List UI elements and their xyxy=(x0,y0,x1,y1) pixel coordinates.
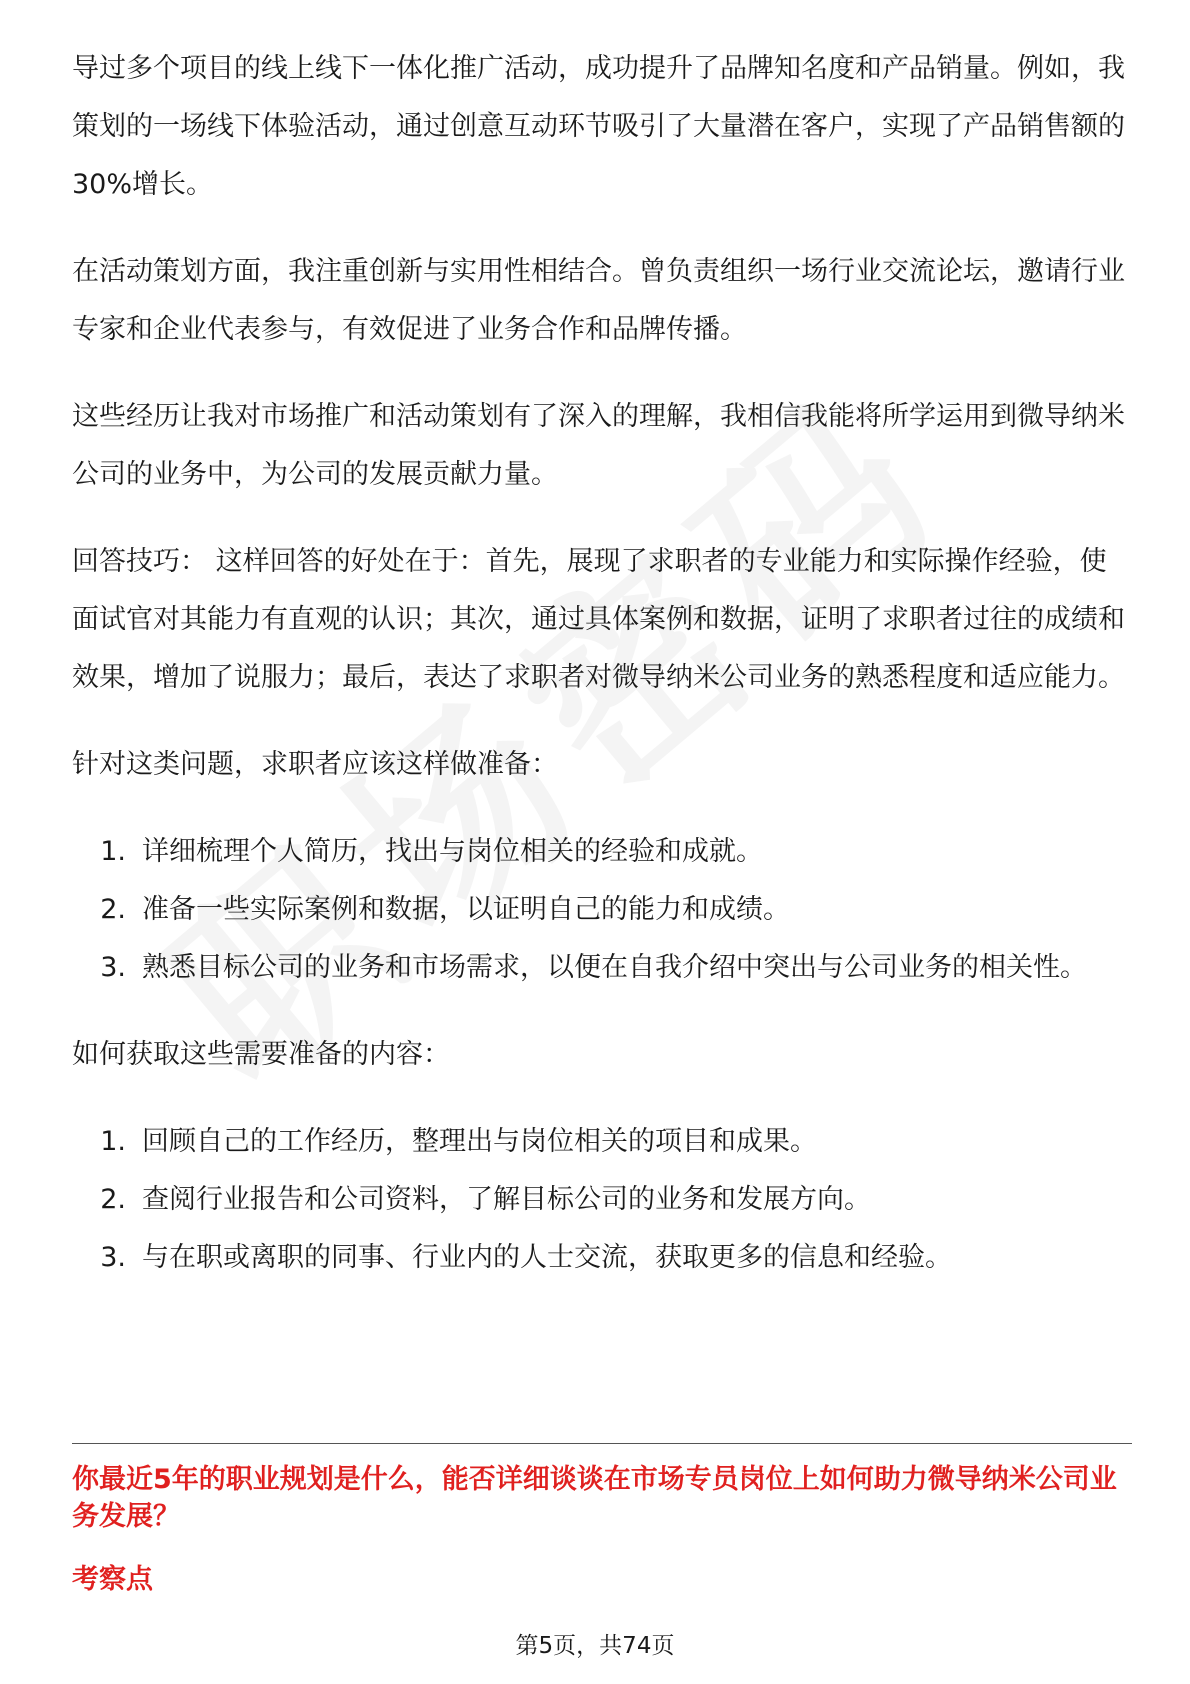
list-number: 3. xyxy=(100,1242,126,1273)
list-item xyxy=(72,881,1132,939)
section-divider xyxy=(72,1443,1132,1444)
paragraph-source-intro: 如何获取这些需要准备的内容： xyxy=(72,1039,450,1070)
list-item xyxy=(72,823,1132,881)
section-label-focus: 考察点 xyxy=(72,1564,153,1595)
paragraph-summary: 这些经历让我对市场推广和活动策划有了深入的理解，我相信我能将所学运用到微导纳米公司的业务中，为公司的发展贡献力量。 xyxy=(72,401,1125,490)
list-number: 1. xyxy=(100,836,126,867)
list-number: 2. xyxy=(100,1184,126,1215)
list-item xyxy=(72,1171,1132,1229)
list-text: 与在职或离职的同事、行业内的人士交流，获取更多的信息和经验。 xyxy=(142,1242,952,1273)
paragraph-prep-intro: 针对这类问题，求职者应该这样做准备： xyxy=(72,749,558,780)
list-number: 3. xyxy=(100,952,126,983)
list-text: 准备一些实际案例和数据，以证明自己的能力和成绩。 xyxy=(142,894,790,925)
list-item xyxy=(72,939,1132,997)
list-text: 详细梳理个人简历，找出与岗位相关的经验和成就。 xyxy=(142,836,763,867)
list-text: 熟悉目标公司的业务和市场需求，以便在自我介绍中突出与公司业务的相关性。 xyxy=(142,952,1087,983)
source-list xyxy=(72,1113,1132,1287)
list-item xyxy=(72,1113,1132,1171)
document-body xyxy=(72,40,1132,1316)
next-question-heading: 你最近5年的职业规划是什么，能否详细谈谈在市场专员岗位上如何助力微导纳米公司业务发展？ xyxy=(72,1464,1117,1532)
paragraph-experience: 导过多个项目的线上线下一体化推广活动，成功提升了品牌知名度和产品销量。例如，我策划的一场线下体验活动，通过创意互动环节吸引了大量潜在客户，实现了产品销售额的30%增长。 xyxy=(72,53,1125,200)
paragraph-event-planning: 在活动策划方面，我注重创新与实用性相结合。曾负责组织一场行业交流论坛，邀请行业专家和企业代表参与，有效促进了业务合作和品牌传播。 xyxy=(72,256,1125,345)
list-item xyxy=(72,1229,1132,1287)
paragraph-answer-tips: 回答技巧： 这样回答的好处在于：首先，展现了求职者的专业能力和实际操作经验，使面试官对其能力有直观的认识；其次，通过具体案例和数据，证明了求职者过往的成绩和效果，增加了说服力；最后，表达了求职者对微导纳米公司业务的熟悉程度和适应能力。 xyxy=(72,546,1125,693)
page-footer: 第5页，共74页 xyxy=(515,1633,675,1659)
list-number: 2. xyxy=(100,894,126,925)
prep-list xyxy=(72,823,1132,997)
list-text: 回顾自己的工作经历，整理出与岗位相关的项目和成果。 xyxy=(142,1126,817,1157)
list-text: 查阅行业报告和公司资料，了解目标公司的业务和发展方向。 xyxy=(142,1184,871,1215)
list-number: 1. xyxy=(100,1126,126,1157)
